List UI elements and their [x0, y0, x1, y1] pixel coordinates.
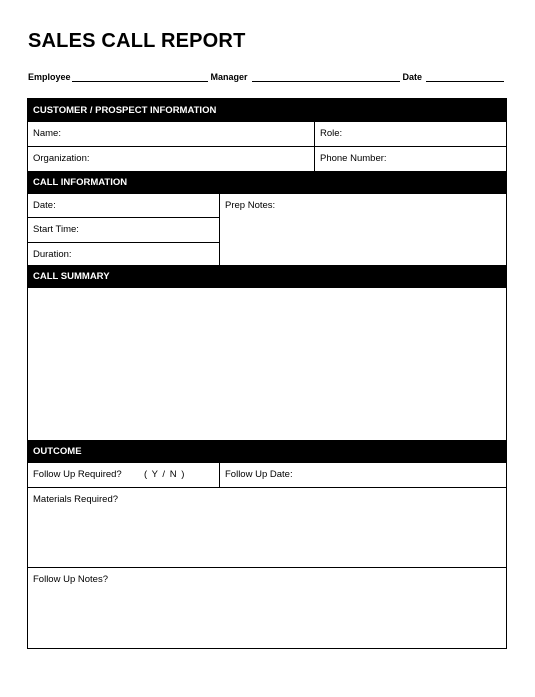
- call-info-section-heading: CALL INFORMATION: [28, 171, 506, 194]
- follow-up-notes-label: Follow Up Notes?: [33, 574, 108, 585]
- name-label: Name:: [33, 128, 61, 139]
- role-label: Role:: [320, 128, 343, 139]
- report-form: [27, 98, 507, 649]
- employee-label: Employee: [28, 72, 71, 82]
- call-date-label: Date:: [33, 200, 56, 211]
- call-summary-field[interactable]: [28, 288, 506, 440]
- start-time-field[interactable]: [28, 218, 219, 242]
- follow-up-date-field[interactable]: [220, 463, 507, 487]
- date-field[interactable]: [426, 73, 504, 82]
- page-title: SALES CALL REPORT: [28, 30, 246, 52]
- follow-up-required-label: Follow Up Required?: [33, 469, 122, 480]
- prep-notes-field[interactable]: [220, 194, 507, 266]
- customer-section-heading: CUSTOMER / PROSPECT INFORMATION: [28, 99, 506, 122]
- duration-field[interactable]: [28, 243, 219, 266]
- role-field[interactable]: [315, 122, 507, 146]
- materials-required-field[interactable]: [28, 488, 506, 567]
- follow-up-required-field[interactable]: [28, 463, 219, 487]
- call-date-field[interactable]: [28, 194, 219, 218]
- phone-number-field[interactable]: [315, 147, 507, 171]
- employee-field[interactable]: [72, 73, 208, 82]
- follow-up-notes-field[interactable]: [28, 568, 506, 648]
- name-field[interactable]: [28, 122, 314, 146]
- materials-required-label: Materials Required?: [33, 494, 119, 505]
- organization-label: Organization:: [33, 153, 90, 164]
- outcome-section-heading: OUTCOME: [28, 440, 506, 463]
- date-label: Date: [402, 72, 423, 82]
- divider: [314, 122, 315, 171]
- organization-field[interactable]: [28, 147, 314, 171]
- call-summary-section-heading: CALL SUMMARY: [28, 265, 506, 288]
- yes-no-choice[interactable]: ( Y / N ): [144, 469, 186, 480]
- manager-label: Manager: [210, 72, 248, 82]
- duration-label: Duration:: [33, 249, 72, 260]
- prep-notes-label: Prep Notes:: [225, 200, 276, 211]
- follow-up-date-label: Follow Up Date:: [225, 469, 293, 480]
- phone-number-label: Phone Number:: [320, 153, 387, 164]
- manager-field[interactable]: [252, 73, 400, 82]
- start-time-label: Start Time:: [33, 224, 79, 235]
- header-fields: [28, 72, 506, 82]
